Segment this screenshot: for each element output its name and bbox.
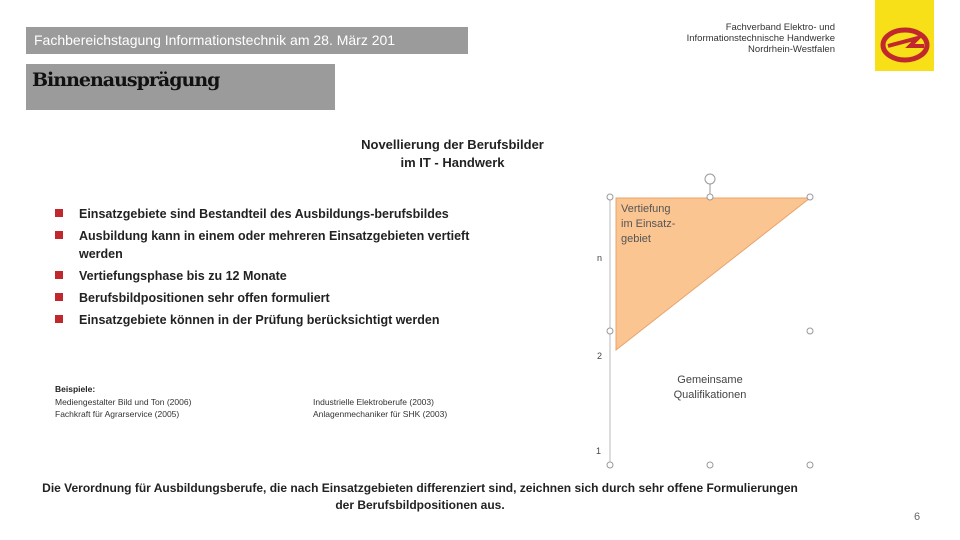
organization-name [687,22,835,55]
bullet-square-icon [55,315,63,323]
conference-title: Fachbereichstagung Informationstechnik am 28. März 201 [34,32,396,48]
example-item: Fachkraft für Agrarservice (2005) [55,409,180,419]
triangle-label-line-2: im Einsatz- [621,218,676,230]
org-line-2: Informationstechnische Handwerke [686,33,835,44]
examples-right [313,396,447,420]
section-banner [26,64,335,110]
examples-left [55,396,191,420]
lower-label-line-1: Gemeinsame [677,374,743,386]
org-line-1: Fachverband Elektro- und [725,22,835,33]
bullet-list [55,205,475,333]
page-number: 6 [914,511,921,523]
bullet-item: Ausbildung kann in einem oder mehreren Einsatzgebieten vertieft werden [55,227,475,263]
examples-heading: Beispiele: [55,384,96,394]
bullet-item: Einsatzgebiete können in der Prüfung berücksichtigt werden [55,311,475,329]
slide-title-line-1: Novellierung der Berufsbilder [361,137,544,152]
org-line-3: Nordrhein-Westfalen [748,44,835,55]
bullet-square-icon [55,271,63,279]
footer-line-1: Die Verordnung für Ausbildungsberufe, die nach Einsatzgebieten differenziert sind, zeichnen sich durch sehr offene Formulierungen [42,481,798,495]
bullet-item: Berufsbildpositionen sehr offen formuliert [55,289,475,307]
bullet-item: Vertiefungsphase bis zu 12 Monate [55,267,475,285]
conference-banner [26,27,468,54]
axis-label-n: n [597,253,603,263]
example-item: Anlagenmechaniker für SHK (2003) [313,409,448,419]
rotate-handle-icon[interactable] [705,174,715,194]
example-item: Industrielle Elektroberufe (2003) [313,397,434,407]
slide-title [330,136,575,172]
e-handwerk-logo-icon [880,24,930,66]
triangle-label-line-3: gebiet [621,233,651,245]
bullet-square-icon [55,293,63,301]
section-title: Binnenausprägung [32,69,220,91]
axis-label-2: 2 [597,351,603,361]
qualification-diagram [590,168,830,473]
lower-label-line-2: Qualifikationen [673,389,747,401]
bullet-square-icon [55,231,63,239]
footer-statement [20,480,820,514]
bullet-item: Einsatzgebiete sind Bestandteil des Ausbildungs-berufsbildes [55,205,475,223]
footer-line-2: der Berufsbildpositionen aus. [335,498,505,512]
slide-title-line-2: im IT - Handwerk [400,155,505,170]
bullet-square-icon [55,209,63,217]
axis-label-1: 1 [596,446,602,456]
example-item: Mediengestalter Bild und Ton (2006) [55,397,192,407]
triangle-label-line-1: Vertiefung [621,203,671,215]
